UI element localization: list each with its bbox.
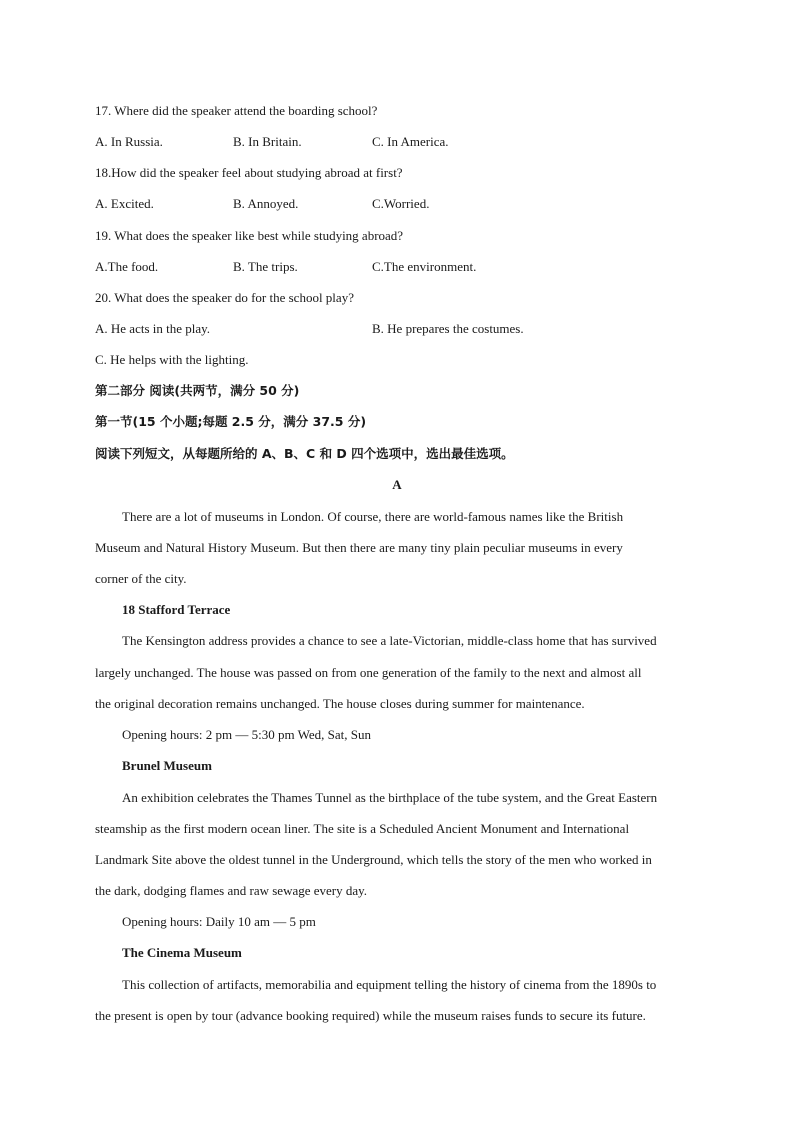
section1-heading: 第一节(15 个小题;每题 2.5 分，满分 37.5 分) — [95, 414, 367, 429]
opening-hours: Opening hours: Daily 10 am — 5 pm — [122, 914, 316, 929]
question-19: 19. What does the speaker like best while studying abroad? — [95, 228, 404, 243]
q19-option-b: B. The trips. — [233, 259, 298, 274]
passage-label: A — [392, 477, 402, 492]
museum-title: 18 Stafford Terrace — [122, 602, 231, 617]
museum-desc-line: Landmark Site above the oldest tunnel in the Underground, which tells the story of the men who worked in — [95, 852, 652, 867]
opening-hours: Opening hours: 2 pm — 5:30 pm Wed, Sat, Sun — [122, 727, 371, 742]
museum-desc-line: The Kensington address provides a chance to see a late-Victorian, middle-class home that has survived — [122, 633, 657, 648]
museum-desc-line: the dark, dodging flames and raw sewage every day. — [95, 883, 368, 898]
q20-option-a: A. He acts in the play. — [95, 321, 211, 336]
q17-option-a: A. In Russia. — [95, 134, 163, 149]
reading-instruction: 阅读下列短文，从每题所给的 A、B、C 和 D 四个选项中，选出最佳选项。 — [95, 446, 514, 461]
q20-option-b: B. He prepares the costumes. — [372, 321, 524, 336]
question-18: 18.How did the speaker feel about studying abroad at first? — [95, 165, 403, 180]
q18-option-c: C.Worried. — [372, 196, 430, 211]
part2-heading: 第二部分 阅读(共两节，满分 50 分) — [95, 383, 300, 398]
q18-option-a: A. Excited. — [95, 196, 154, 211]
q18-option-b: B. Annoyed. — [233, 196, 299, 211]
museum-title: The Cinema Museum — [122, 945, 242, 960]
intro-line: corner of the city. — [95, 571, 187, 586]
museum-desc-line: the present is open by tour (advance booking required) while the museum raises funds to secure its future. — [95, 1008, 646, 1023]
intro-line: Museum and Natural History Museum. But then there are many tiny plain peculiar museums in every — [95, 540, 623, 555]
q20-option-c: C. He helps with the lighting. — [95, 352, 249, 367]
museum-desc-line: steamship as the first modern ocean liner. The site is a Scheduled Ancient Monument and International — [95, 821, 630, 836]
q19-option-c: C.The environment. — [372, 259, 477, 274]
museum-desc-line: An exhibition celebrates the Thames Tunnel as the birthplace of the tube system, and the Great Eastern — [122, 790, 658, 805]
museum-desc-line: This collection of artifacts, memorabilia and equipment telling the history of cinema from the 1890s to — [122, 977, 657, 992]
question-20: 20. What does the speaker do for the school play? — [95, 290, 354, 305]
q17-option-c: C. In America. — [372, 134, 449, 149]
question-17: 17. Where did the speaker attend the boarding school? — [95, 103, 378, 118]
museum-desc-line: largely unchanged. The house was passed on from one generation of the family to the next and almost all — [95, 665, 642, 680]
intro-line: There are a lot of museums in London. Of course, there are world-famous names like the British — [122, 509, 624, 524]
q19-option-a: A.The food. — [95, 259, 159, 274]
museum-desc-line: the original decoration remains unchanged. The house closes during summer for maintenance. — [95, 696, 585, 711]
q17-option-b: B. In Britain. — [233, 134, 302, 149]
museum-title: Brunel Museum — [122, 758, 212, 773]
